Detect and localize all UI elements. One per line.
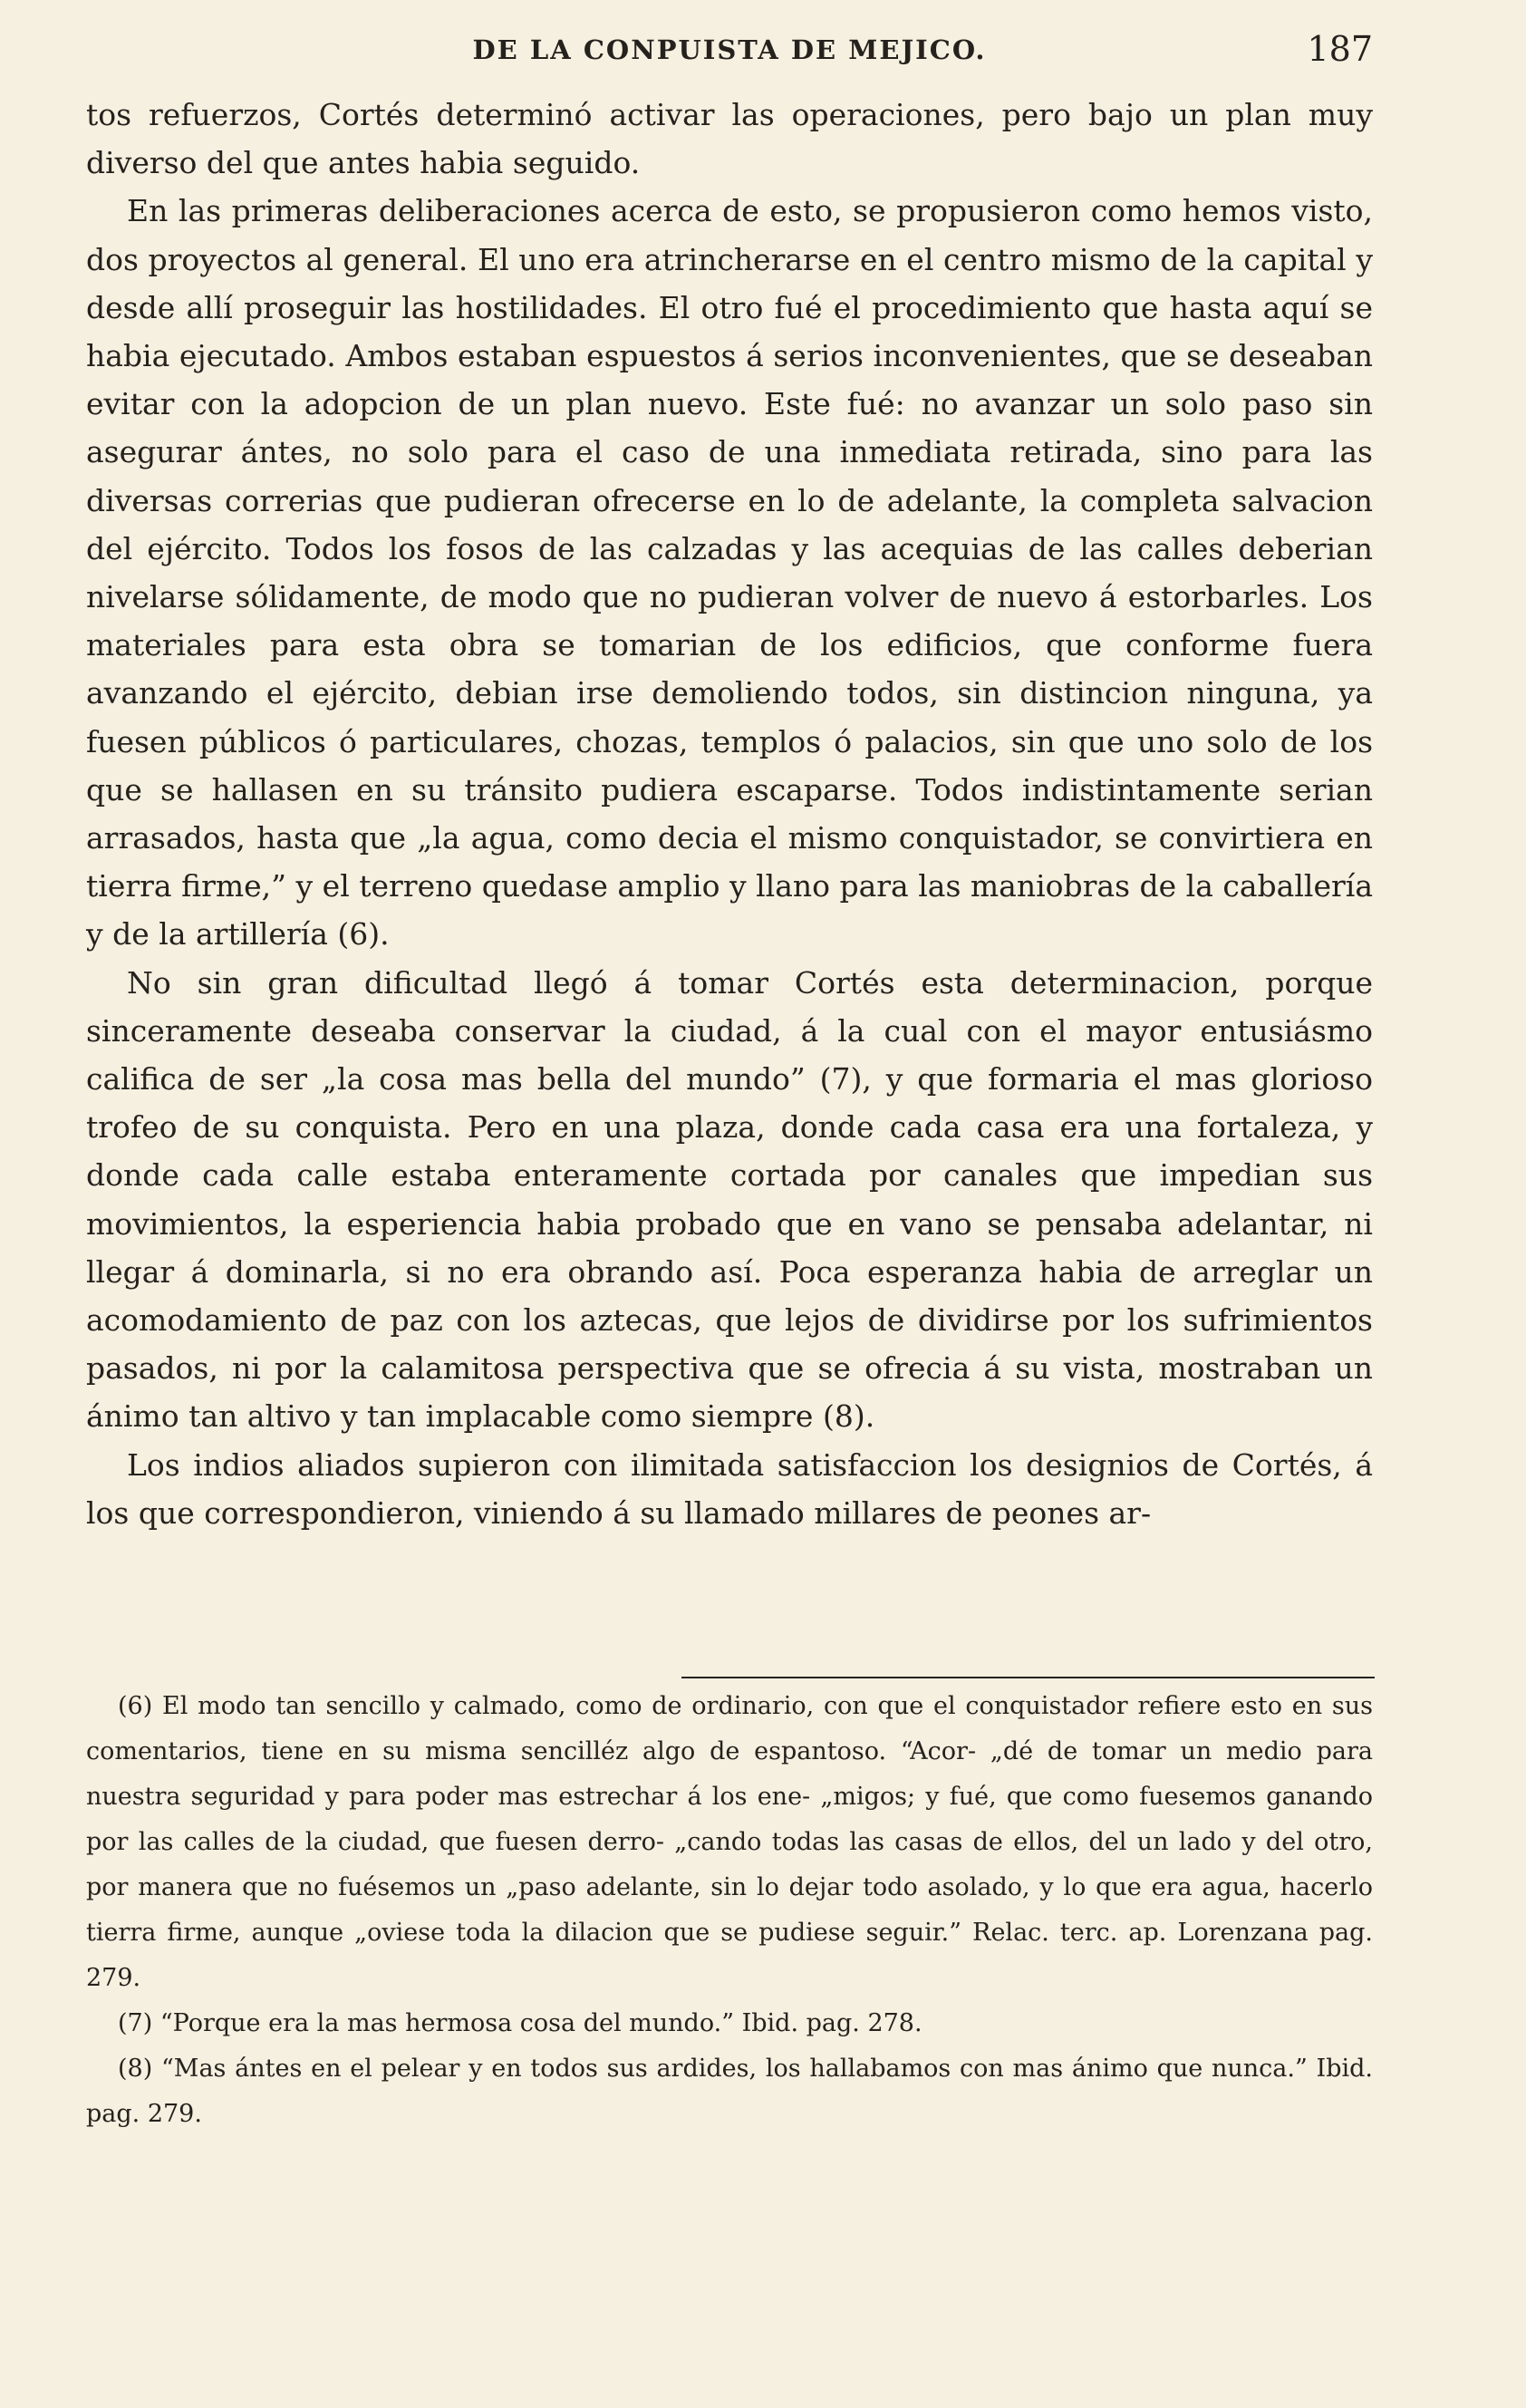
paragraph: tos refuerzos, Cortés determinó activar las operaciones, pero bajo un plan muy diverso del que antes habia seguido. <box>86 97 1373 181</box>
footnote-divider <box>681 1677 1375 1678</box>
body-text <box>86 91 1373 1537</box>
paragraph: En las primeras deliberaciones acerca de esto, se propusieron como hemos visto, dos proyectos al general. El uno era atrincherarse en el centro mismo de la capital y desde allí proseguir las hostilidades. El otro fué el procedimiento que hasta aquí se habia ejecutado. Ambos estaban espuestos á serios inconvenientes, que se deseaban evitar con la adopcion de un plan nuevo. Este fué: no avanzar un solo paso sin asegurar ántes, no solo para el caso de una inmediata retirada, sino para las diversas correrias que pudieran ofrecerse en lo de adelante, la completa salvacion del ejército. Todos los fosos de las calzadas y las acequias de las calles deberian nivelarse sólidamente, de modo que no pudieran volver de nuevo á estorbarles. Los materiales para esta obra se tomarian de los edificios, que conforme fuera avanzando el ejército, debian irse demoliendo todos, sin distincion ninguna, ya fuesen públicos ó particulares, chozas, templos ó palacios, sin que uno solo de los que se hallasen en su tránsito pudiera escaparse. Todos indistintamente serian arrasados, hasta que „la agua, como decia el mismo conquistador, se convirtiera en tierra firme,” y el terreno quedase amplio y llano para las maniobras de la caballería y de la artillería (6). <box>86 193 1373 953</box>
page-number: 187 <box>1307 29 1373 69</box>
running-head: DE LA CONPUISTA DE MEJICO. <box>472 34 987 65</box>
footnotes <box>86 1684 1373 2137</box>
footnote-7: (7) “Porque era la mas hermosa cosa del mundo.” Ibid. pag. 278. <box>118 2009 922 2037</box>
page-header <box>86 29 1373 80</box>
paragraph: Los indios aliados supieron con ilimitada satisfaccion los designios de Cortés, á los que correspondieron, viniendo á su llamado millares de peones ar- <box>86 1446 1373 1531</box>
paragraph: No sin gran dificultad llegó á tomar Cortés esta determinacion, porque sinceramente deseaba conservar la ciudad, á la cual con el mayor entusiásmo califica de ser „la cosa mas bella del mundo” (7), y que formaria el mas glorioso trofeo de su conquista. Pero en una plaza, donde cada casa era una fortaleza, y donde cada calle estaba enteramente cortada por canales que impedian sus movimientos, la esperiencia habia probado que en vano se pensaba adelantar, ni llegar á dominarla, si no era obrando así. Poca esperanza habia de arreglar un acomodamiento de paz con los aztecas, que lejos de dividirse por los sufrimientos pasados, ni por la calamitosa perspectiva que se ofrecia á su vista, mostraban un ánimo tan altivo y tan implacable como siempre (8). <box>86 964 1373 1435</box>
footnote-6: (6) El modo tan sencillo y calmado, como de ordinario, con que el conquistador refiere esto en sus comentarios, tiene en su misma sencilléz algo de espantoso. “Acor- „dé de tomar un medio para nuestra seguridad y para poder mas estrechar á los ene- „migos; y fué, que como fuesemos ganando por las calles de la ciudad, que fuesen derro- „cando todas las casas de ellos, del un lado y del otro, por manera que no fuésemos un „paso adelante, sin lo dejar todo asolado, y lo que era agua, hacerlo tierra firme, aunque „oviese toda la dilacion que se pudiese seguir.” Relac. terc. ap. Lorenzana pag. 279. <box>86 1692 1373 1992</box>
footnote-8: (8) “Mas ántes en el pelear y en todos sus ardides, los hallabamos con mas ánimo que nunca.” Ibid. pag. 279. <box>86 2055 1373 2128</box>
